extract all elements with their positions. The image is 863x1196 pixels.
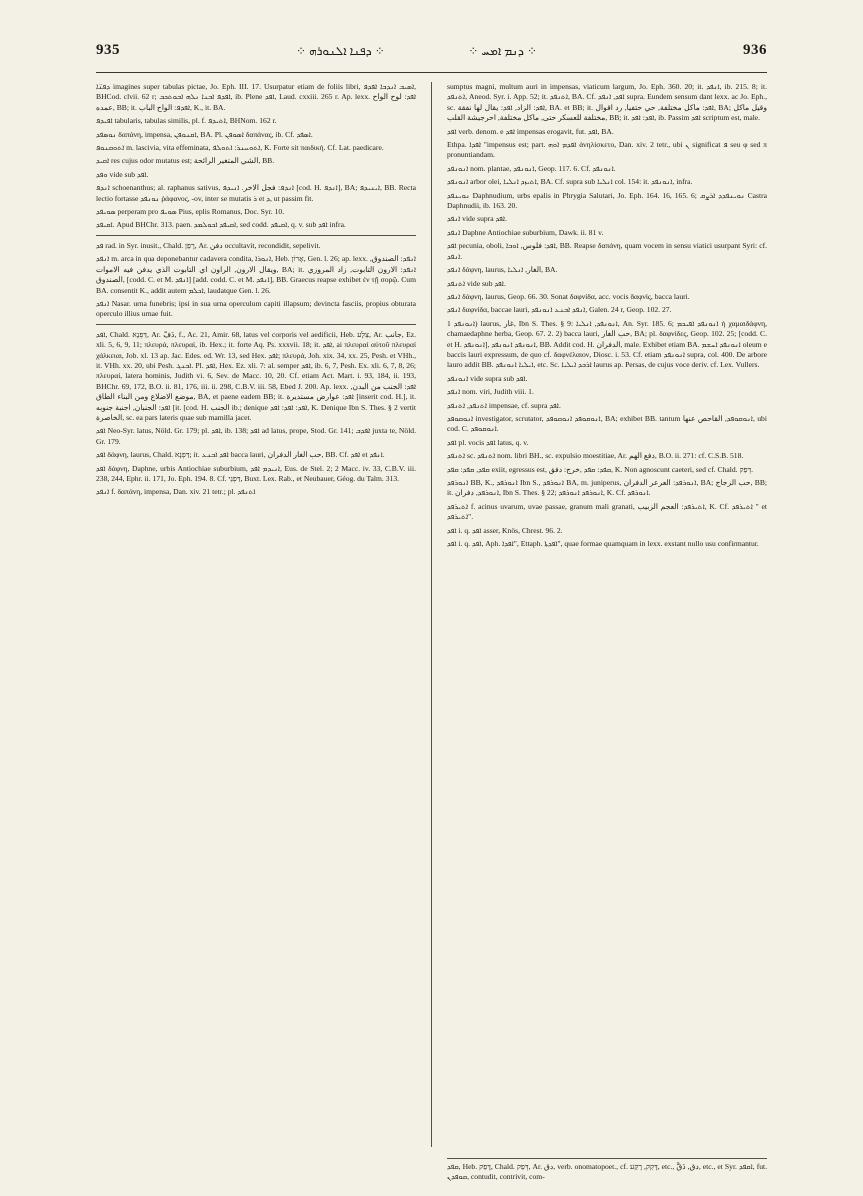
dictionary-entry: ܐܢܦܕ Nasar. urna funebris; ipsi in sua urna operculum capiti illapsum; devincta fasciis, propius obturata operculo illius urnae fuit.	[96, 298, 416, 319]
running-head-left: ⁘ ܕܦܢܐ ܐܠܢܘܪܗ ⁘	[296, 44, 385, 58]
dictionary-entry: ܣܘܝܦܕ perperam pro ܣܘܝܦ Pius, eplis Romanus, Doc. Syr. 10.	[96, 207, 285, 217]
dictionary-entry: ܐܦܕ δάφνη, Daphne, urbis Antiochiae suburbium, ܐܢܝܕܡ ܐܦܕ, Eus. de Stel. 2; 2 Macc. iv. 33, C.B.V. iii. 238, 244, Ephr. ii. 171, Jo. Eph. 194. 8. Cf. דַּפְנֵי, Buxt. Lex. Rab., et Neubauer, Géog. du Talm. 313.	[96, 463, 416, 483]
dictionary-entry: ܢܘܣܦܕ δαπάνη, impensa, ܐܩܢܘܦܢ, BA. Pl. ܐܣܘܦܢ δαπάνας, ib. Cf. ܐܣܦܕ.	[96, 129, 313, 139]
dictionary-entry: ܐܢܘܩܘܦܕ investigator, scrutator, ܐܢܘܩܘܦܕ ܐܢܘܩܘܦܕ, BA; exhibet BB. tantum ܐܢܘܩܘܦܕ, القاحص عنها, ubi cod. C. ܐܢܘܩܘܦܕ.	[447, 413, 767, 434]
dictionary-entry: ܘܦܕ vide sub ܐܦܕ.	[96, 169, 149, 179]
page-number-left: 935	[96, 42, 120, 58]
dictionary-entry: ܐܢܦܕ δάφνη, laurus, Geop. 66. 30. Sonat δαφνίδα, acc. vocis δαφνίς, bacca lauri.	[447, 291, 690, 301]
dictionary-entry: ܐܦܕ verb. denom. e ܐܦܕ impensas erogavit, fut. ܐܦܕ, BA.	[447, 126, 614, 136]
page-number-right: 936	[743, 42, 767, 58]
dictionary-entry: ܐܢܦܕ δαφνίδα, baccae lauri, ܐܢܦܕ ܐܒܢܥ ܐܢܘܢܦܕ, Galen. 24 r, Geop. 102. 27.	[447, 305, 672, 315]
dictionary-entry: ܐܢܘܢܦܕ arbor olei, ܐܬܝܙܕ ܐܢܠܝܐ, BA. Cf. supra sub ܐܢܠܝܐ col. 154: it. ܐܢܘܢܦܕ, infra.	[447, 177, 693, 187]
dictionary-entry: ܐܬܢܦܕ, ܐܬܢܦܕ impensae, cf. supra ܐܦܕ.	[447, 400, 561, 410]
dictionary-entry: ܐܬܝܪܦܕ f. acinus uvarum, uvae passae, granum mali granati, ܐܬܝܪܦܕ: العجم الزبيب, K. Cf. ܐܬܝܪܦܕ " et ܐܬܝܪܦܕ".	[447, 501, 767, 522]
header-rule	[96, 72, 767, 73]
dictionary-entry: ܐܦܕ pl. vocis ܐܦܕ latus, q. v.	[447, 437, 529, 447]
dictionary-entry: ܐܢܘܢܦܕ 1) laurus, غار, Ibn S. Thes. § 9: ܐܢܘܢܦܕ, ܐܢܠܝܐ, An. Syr. 185. 6; ܐܢܘܢܦܕ ܐܦܝܟܡ ἡ χαμαιδάφνη, chamaedaphne herba, Geop. 67. 2. 2) bacca lauri, حب الغار, BA; pl. δαφνίδες, Geop. 102. 25; [codd. C. et H. ܐܢܘܢܦܕ], ܐܢܘܢܦܕ ܐܢܘܢܦܕ, BB. Addit cod. H. الدفران, male. Exhibet etiam BA. ܐܢܘܢܦܕ ܐܚܫܡ oleum e baccis lauri expressum, de quo cf. δαφνέλαιον, Diosc. i. 53. Cf. etiam ܐܢܘܢܦܕ supra, col. 400. De arbore lauro addit BB. ܐܝܠܝܐ ܐܢܘܢܦܕ, etc. Sc. ܐܪܒܕ ܐܝܠܝܐ laurus ap. Persas, de cujus voce deriv. cf. Lex. Vullers.	[447, 318, 767, 370]
dictionary-entry: ܐܦܕ i. q. ܐܦܕ, Aph. ܐܦܕܐ", Ettaph. ܐܦܕܬܐ", quae formae quamquam in lexx. exstant nullo usu confirmantur.	[447, 539, 759, 549]
footer-entry: ܩܦܕ, Heb. דָּפַק, Chald. דְּפַק, Ar. دق, verb. onomatopoet., cf. דָּקַק, רָקַע, etc., دق, دَقَّ, etc., et Syr. ܐܩܦܕ, fut. ܩܘܦܕܢ, contudit, contrivit, com-	[447, 1162, 768, 1182]
dictionary-entry: ܐܢܘܪܦܕ BB, K., ܐܢܘܪܦܕ Ibn S., ܐܢܘܪܦܕ BA, m. juniperus, ܐܢܘܪܦܕ: العرعر الدفران, BA; حب الزجاج, BB; it. ܐܢܘܪܦܕ, دفران, Ibn S. Thes. § 22; ܐܢܘܪܦܕ ܐܢܘܪܦܕ, K. Cf. ܐܢܘܪܦܕ.	[447, 478, 767, 498]
left-column	[96, 82, 416, 1152]
dictionary-entry: ܦܕ rad. in Syr. inusit., Chald. רָפַן, Ar. دفن occultavit, recondidit, sepelivit.	[96, 240, 321, 250]
dictionary-entry: ܐܢܦܕ Daphne Antiochiae suburbium, Dawk. ii. 81 v.	[447, 227, 604, 237]
section-separator	[96, 324, 416, 325]
dictionary-entry: ܐܬܢܦܕ sc. ܐܬܢܦܕ nom. libri BH., sc. expulsio moestitiae, Ar. دفع الهم, B.O. ii. 271: cf. C.S.B. 518.	[447, 451, 744, 461]
dictionary-entry: ܐܦܕ i. q. ܐܦܕ asser, Knös, Chrest. 96. 2.	[447, 525, 563, 535]
dictionary-entry: ܕܦܢ̈ܐ imagines super tabulas pictae, Jo. Eph. III. 17. Usurpatur etiam de foliis libri, ܐܣܝܒ ܐܢܕܒܐ ܐܦܕܦ, BHCod. clvii. 62 r; ܐܦܕܦ ܐܒܢܐ ܢܠܗ ܐܒܘܬܟܒ, ib. Plene ܐܦܕ, Laud. cxxiii. 265 r. Ap. lexx. ܐܦܕ: لوح الواح عمده, BB; it. ܐܦܕܦ: الواح الباب, K., it. BA.	[96, 82, 416, 112]
dictionary-entry: ܐܦܕ, Chald. דַּפְנָא, Ar. دَفّ, f., Ac. 21, Amir. 68, latus vel corporis vel aedificii, Heb. צֵלָע, Ar. جانب, Ez. xli. 5, 6, 9, 11; πλευρά, πλευραί, ib. Hex.; it. forte Aq. Ps. xxxvii. 18; it. ܐܦܕ, ai πλευραί αὐτοῦ πλευραί χάλκειαι, Job. xl. 13 ap. Jac. Edes. ed. Wr. 13, sed Hex. ܐܦܕ; πλευρά, Joh. xix. 34, xx. 25, Pesh. et VHh., it. VHh. xx. 20, ubi Pesh. ܐܒܢܓ. Pl. ܐܦܕ, Hex. Ez. xli. 7: al. semper ܐܦܕ, ib. 6, 7, Pesh. Ex. xli. 6, 7, 8, 26; πλευραί, latera hominis, Judith vi. 6, Sev. de Macc. 10, 20. Cf. etiam Act. Mart. i. 93, 184, ii. 193, BHChr. 69, 172, B.O. ii. 81, 176, iii. ii. 298, C.B.V. iii. 58, Ebed J. 200. Ap. lexx. ܐܦܕ: الجنب من البدن, موضع الاضلاع ومن البناء الطاق, BA, et paene eadem BB; it. ܐܦܕ: عوارض مستديرة [inserit cod. H.], it. ܐܦܕ: الجنبان, اجنبة جنوبه [it. [cod. H. الجنب ib.; denique ܐܦܕ: ܐܦܕ: ܐܦܕ, K. Denique Ibn S. Thes. § 2 vertit الخاصرة, sc. ea pars lateris quae sub mamilla jacet.	[96, 329, 416, 422]
column-divider	[431, 82, 432, 1147]
dictionary-entry: ܐܦܝܕܦ tabularis, tabulas similis, pl. f. ܐܬܝܕܦ, BHNom. 162 r.	[96, 116, 277, 126]
right-column	[447, 82, 767, 1154]
dictionary-entry: ܐܩܝܦܕ. Apud BHChr. 313. paen. ܐܩܝܦܕ ܐܟܘܠܡܕ, sed codd. ܐܩܝܦܕ, q. v. sub ܐܦܕ infra.	[96, 220, 346, 230]
dictionary-entry: ܩܦܕ, ܩܦܕ: ܩܦܕ exiit, egressus est, ܩܦܕ: ܩܦܕ ,خرج: دفق, K. Non agnoscunt caeteri, sed cf. Chald. דְּפַק.	[447, 464, 754, 474]
dictionary-entry: ܢܘܝܢܦܕ Daphnudium, urbs epalis in Phrygia Salutari, Jo. Eph. 164. 16, 165. 6; ܢܘܝܢܦܕܕ ܐܪܨܩ Castra Daphnudii, ib. 163. 20.	[447, 190, 767, 211]
dictionary-entry: ܐܢܦܕ δάφνη, laurus, الغار, ܐܢܠܝܐ, BA.	[447, 265, 558, 275]
section-separator	[96, 235, 416, 236]
dictionary-entry: ܐܢܦܕ m. arca in qua deponebantur cadavera condita, ܐܢܘܪܐ, Heb. אָרוֹן, Gen. l. 26; ap. lexx. ܐܢܦܕ: الصندوق, ويقال الارون, الراون اي التابوت الذي يدفن فيه الاموات, BA; it. ܐܢܦܕ: الارون التابوت, زاد المروزي الصندوق, [codd. C. et M. ܐܢܦܕ] [add. codd. C. et M. ܐܢܦܕ], BB. Graecus reapse exhibet ἐν τῇ σορῷ. Cum BA. consentit K., addit autem ܐܟܠܡ, laudatque Gen. l. 26.	[96, 254, 416, 295]
dictionary-entry: ܐܦܕ δάφνη, laurus, Chald. דַּפְנָא; it. ܐܦܕ ܐܒܢܥ bacca lauri, حب الغار الدفران, BB. Cf. ܐܦܕ et ܐܢܦܕ.	[96, 450, 385, 460]
dictionary-entry: ܐܢܦܕ vide supra ܐܦܕ.	[447, 214, 507, 224]
dictionary-entry: ܐܦܕ pecunia, oboli, ܐܦܕ: فلوس, ܐܘܒܐ, BB. Reapse δαπάνη, quam vocem in sensu viatici usurpant Syri: cf. ܐܢܦܕ.	[447, 241, 767, 261]
running-head-right: ⁘ ܕܢܡ ܐܡܚ ⁘	[468, 44, 537, 58]
dictionary-entry: ܐܬܘܩܢܘܦ m. lascivia, vita effeminata, ܐܬܘܚܢܪ: ܐܬܘܠܦ, K. Forte sit παιδική. Cf. Lat. paedicare.	[96, 143, 384, 153]
dictionary-entry: ܐܢܦܕ nom. viri, Judith viii. 1.	[447, 387, 534, 397]
dictionary-entry: sumptus magni, multum auri in impensas, viaticum largum, Jo. Eph. 360. 20; it. ܐܢܦܕ, ib. 215. 8; it. ܐܬܢܦܕ, Aneod. Syr. i. App. 52; it. ܐܬܢܦܕ, BA. Cf. ܐܦܕ, ܐܢܦܕ supra. Eundem sensum dant lexx. ac Jo. Eph., sc. ܐܦܕ: الزاد, ܐܦܕ: يقال لها نفقة, BA. et BB; it. ܐܦܕ: ماكل مختلفة, حي حتفيا, رد اقوال, BA; وقيل ماكل مختلفة للعسكر حتى, ماكل مختلفة, احرجيشة القلب, BB; it. ܐܦܕ: ܐܦܕ, ib. Passim ܐܦܕ scriptum est, male.	[447, 82, 767, 123]
dictionary-entry: ܐܢܦܕ f. δαπάνη, impensa, Dan. xiv. 21 tetr.; pl. ܐܬܢܦܕ	[96, 487, 256, 497]
dictionary-entry: Ethpa. ܐܦܕܐ "impensus est; part. ܐܦܕܡ ܐܘܗ ἀνηλίσκετο, Dan. xiv. 2 tetr., ubi ܢ significat ܦ seu φ sed π pronuntiandam.	[447, 140, 767, 160]
dictionary-entry: ܐܦܕ Neo-Syr. latus, Nöld. Gr. 179; pl. ܐܦܕ, ib. 138; ܐܦܕ ad latus, prope, Stod. Gr. 141; ܐܦܕܒ juxta te, Nöld. Gr. 179.	[96, 426, 416, 446]
dictionary-entry: ܐܢܘܢܦܕ vide supra sub ܐܦܕ.	[447, 373, 528, 383]
dictionary-entry: ܐܢܘܢܦܕ nom. plantae, ܐܢܘܢܦܕ, Geop. 117. 6. Cf. ܐܢܘܢܦܕ.	[447, 163, 616, 173]
dictionary-entry: ܐܬܢܦܕ vide sub ܐܦܕ.	[447, 278, 506, 288]
dictionary-entry: ܐܩܝܕ res cujus odor mutatus est; الشي المتغير الرائحة, BB.	[96, 156, 275, 166]
page-header	[96, 42, 767, 64]
dictionary-entry: ܐܢܕܦ schoenanthus; al. raphanus sativus, ܐܢܕܦ: فجل الاخر. ܐܢܝܕܦ [cod. H. ܐܢܕܦ], BA; ܐܝܢܝܕܦ, BB. Recta lectio fortasse ܢܘܢܦܕ ῥάφανος, -ov, inter se mutatis ܪ et ܕ, ut passim fit.	[96, 183, 416, 203]
footer-rule	[447, 1158, 767, 1159]
